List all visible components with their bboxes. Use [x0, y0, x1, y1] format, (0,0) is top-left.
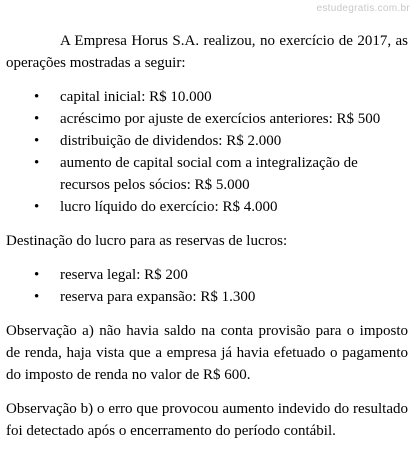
- bullet-icon: •: [34, 289, 40, 305]
- list-item: [6, 264, 408, 286]
- list-item-text: reserva para expansão: R$ 1.300: [60, 289, 256, 305]
- list-item-text: capital inicial: R$ 10.000: [60, 89, 212, 105]
- bullet-icon: •: [34, 267, 40, 283]
- list-item: [6, 130, 408, 152]
- bullet-icon: •: [34, 155, 40, 171]
- list-item: [6, 108, 408, 130]
- operations-list: [6, 86, 408, 218]
- destination-paragraph: Destinação do lucro para as reservas de lucros:: [6, 233, 288, 249]
- bullet-icon: •: [34, 111, 40, 127]
- list-item-text: reserva legal: R$ 200: [60, 267, 188, 283]
- list-item-text: distribuição de dividendos: R$ 2.000: [60, 133, 282, 149]
- list-item-text: lucro líquido do exercício: R$ 4.000: [60, 199, 278, 215]
- reserves-list: [6, 264, 408, 308]
- list-item-text: aumento de capital social com a integralização de recursos pelos sócios: R$ 5.000: [60, 155, 358, 193]
- list-item-text: acréscimo por ajuste de exercícios anteriores: R$ 500: [60, 111, 381, 127]
- list-item: [6, 152, 408, 196]
- observation-a-paragraph: Observação a) não havia saldo na conta provisão para o imposto de renda, haja vista que a empresa já havia efetuado o pagamento do imposto de renda no valor de R$ 600.: [6, 323, 408, 383]
- intro-paragraph: A Empresa Horus S.A. realizou, no exercício de 2017, as operações mostradas a seguir:: [6, 33, 408, 71]
- watermark: estudegratis.com.br: [316, 3, 410, 14]
- list-item: [6, 286, 408, 308]
- list-item: [6, 86, 408, 108]
- list-item: [6, 196, 408, 218]
- bullet-icon: •: [34, 199, 40, 215]
- bullet-icon: •: [34, 133, 40, 149]
- observation-b-paragraph: Observação b) o erro que provocou aumento indevido do resultado foi detectado após o encerramento do período contábil.: [6, 401, 408, 439]
- bullet-icon: •: [34, 89, 40, 105]
- question-text: [6, 30, 408, 442]
